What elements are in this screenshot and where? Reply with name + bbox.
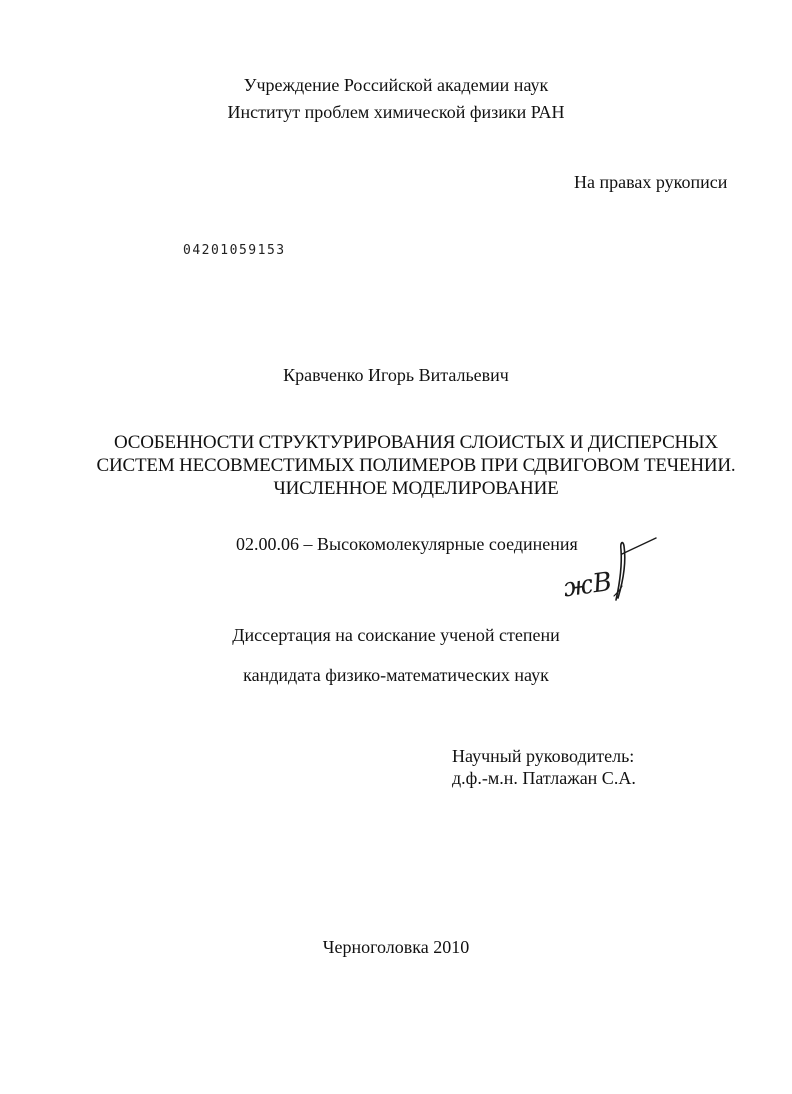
title-line-1: ОСОБЕННОСТИ СТРУКТУРИРОВАНИЯ СЛОИСТЫХ И ДИСПЕРСНЫХ <box>114 432 718 453</box>
signature-initials: жВ <box>562 566 614 604</box>
handwritten-signature <box>562 530 662 610</box>
supervisor-label: Научный руководитель: <box>452 746 635 766</box>
archive-number: 04201059153 <box>183 243 286 258</box>
place-and-year: Черноголовка 2010 <box>322 937 470 957</box>
supervisor-name: д.ф.-м.н. Патлажан С.А. <box>452 768 636 788</box>
specialty-code: 02.00.06 – Высокомолекулярные соединения <box>236 534 578 554</box>
institution-line-1: Учреждение Российской академии наук <box>243 75 549 95</box>
author-name: Кравченко Игорь Витальевич <box>283 365 509 385</box>
degree-line-1: Диссертация на соискание ученой степени <box>232 625 560 645</box>
rights-note: На правах рукописи <box>574 172 728 192</box>
institution-line-2: Институт проблем химической физики РАН <box>227 102 565 122</box>
degree-line-2: кандидата физико-математических наук <box>243 665 549 685</box>
title-line-3: ЧИСЛЕННОЕ МОДЕЛИРОВАНИЕ <box>273 478 559 499</box>
title-line-2: СИСТЕМ НЕСОВМЕСТИМЫХ ПОЛИМЕРОВ ПРИ СДВИГОВОМ ТЕЧЕНИИ. <box>96 455 736 476</box>
